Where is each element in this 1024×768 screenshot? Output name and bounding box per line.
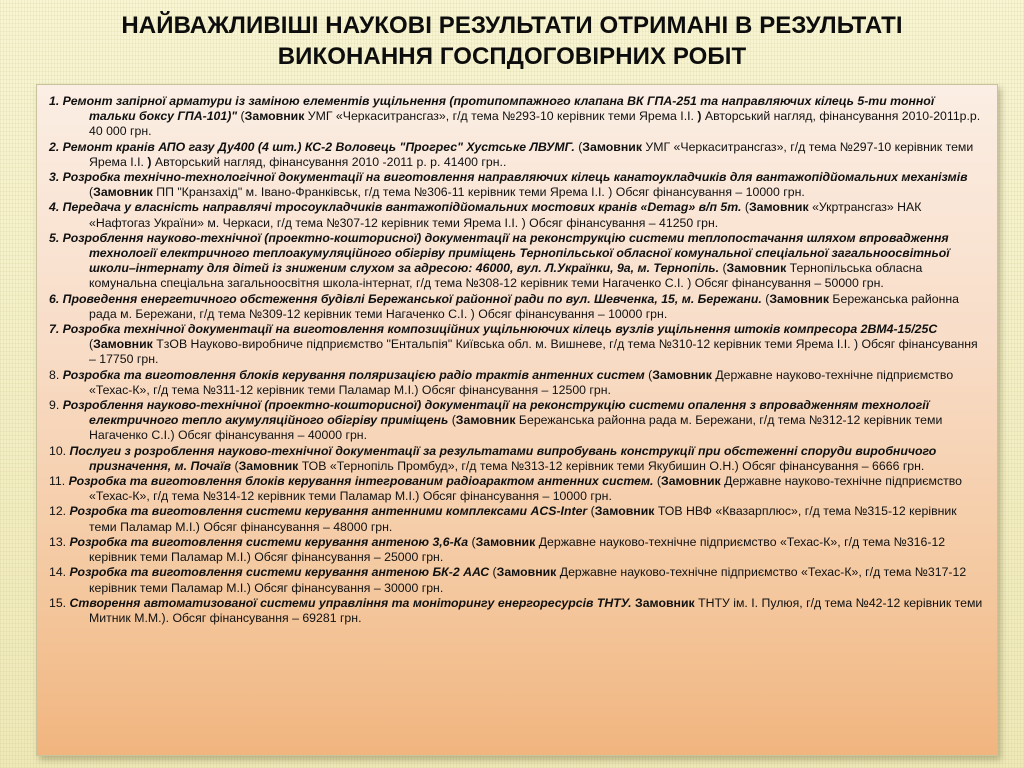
- item-customer-label: Замовник: [93, 185, 153, 200]
- item-topic: 5. Розроблення науково-технічної (проектно-кошторисної) документації на реконструкцію системи теплопостачання шляхом впровадження технології електричного теплоакумуляційного обігріву приміщень Тернопільської обласної комунальної спеціальної загальноосвітньої школи–інтернату для дітей із зниженим слухом за адресою: 46000, вул. Л.Українки, 9а, м. Тернопіль.: [49, 230, 950, 276]
- item-details: Бережанська районна рада м. Бережани, г/д тема №309-12 керівник теми Нагаченко С.І. ) Обсяг фінансування – 10000 грн.: [89, 291, 960, 321]
- item-details: ТОВ «Тернопіль Промбуд», г/д тема №313-12 керівник теми Якубишин О.Н.) Обсяг фінансування – 6666 грн.: [298, 458, 925, 473]
- item-topic: Розробка та виготовлення системи керування антенними комплексами ACS-Inter: [69, 504, 588, 519]
- item-customer-label: Замовник: [238, 458, 299, 473]
- item-paren: (: [489, 565, 497, 580]
- item-details: Державне науково-технічне підприємство «Техас-К», г/д тема №317-12 керівник теми Паламар М.І.) Обсяг фінансування – 30000 грн.: [89, 565, 967, 595]
- item-customer-label: Замовник: [93, 337, 153, 352]
- item-topic: Створення автоматизованої системи управління та моніторингу енергоресурсів ТНТУ.: [69, 595, 632, 610]
- item-customer-label: Замовник: [748, 200, 809, 215]
- list-item: [49, 200, 983, 230]
- item-paren: (: [761, 291, 770, 306]
- item-number: 15.: [49, 595, 70, 610]
- item-customer-label: Замовник: [726, 261, 787, 276]
- page-title: [40, 10, 984, 80]
- item-customer-label: Замовник: [475, 534, 536, 549]
- item-paren: (: [448, 413, 456, 428]
- list-item: [49, 565, 983, 595]
- item-customer-label: Замовник: [652, 367, 712, 382]
- item-topic: Розробка та виготовлення блоків керування поляризацією радіо трактів антенних систем: [62, 367, 645, 382]
- item-topic: Розробка та виготовлення блоків керування інтегрованим радіоарактом антенних систем.: [68, 474, 654, 489]
- results-list: [36, 84, 998, 756]
- item-details: Бережанська районна рада м. Бережани, г/д тема №312-12 керівник теми Нагаченко С.І.) Обсяг фінансування – 40000 грн.: [89, 413, 943, 443]
- item-number: 8.: [49, 367, 63, 382]
- list-item: [49, 231, 983, 292]
- item-customer-label: Замовник: [455, 413, 516, 428]
- item-tail: Авторський нагляд, фінансування 2010-2011р.р. 40 000 грн.: [89, 109, 981, 139]
- item-paren: (: [237, 109, 245, 124]
- item-topic: Розробка та виготовлення системи керування антеною БК-2 ААС: [69, 565, 490, 580]
- item-topic: Послуги з розроблення науково-технічної документації за результатами випробувань конструкції при обстеженні споруди виробничого призначення, м. Почаїв: [69, 443, 937, 473]
- list-item: [49, 504, 983, 534]
- item-details: УМГ «Черкаситрансгаз», г/д тема №293-10 керівник теми Ярема І.І.: [304, 109, 698, 124]
- item-number: 11.: [49, 474, 69, 489]
- item-customer-label: Замовник: [582, 139, 642, 154]
- item-number: 9.: [49, 398, 63, 413]
- list-item: [49, 596, 983, 626]
- list-item: [49, 398, 983, 444]
- item-details: ТНТУ ім. І. Пулюя, г/д тема №42-12 керівник теми Митник М.М.). Обсяг фінансування – 69281 грн.: [89, 595, 983, 625]
- list-item: [49, 368, 983, 398]
- item-tail: Авторський нагляд, фінансування 2010 -2011 р. р. 41400 грн..: [151, 154, 507, 169]
- item-paren: (: [719, 261, 727, 276]
- page-title-line-1: НАЙВАЖЛИВІШІ НАУКОВІ РЕЗУЛЬТАТИ ОТРИМАНІ В РЕЗУЛЬТАТІ: [121, 12, 903, 39]
- item-details: Державне науково-технічне підприємство «Техас-К», г/д тема №311-12 керівник теми Паламар М.І.) Обсяг фінансування – 12500 грн.: [89, 367, 954, 397]
- item-topic: 6. Проведення енергетичного обстеження будівлі Бережанської районної ради по вул. Шевченка, 15, м. Бережани.: [49, 291, 762, 306]
- list-item: [49, 474, 983, 504]
- item-paren: (: [89, 185, 94, 200]
- item-paren: (: [89, 337, 94, 352]
- item-customer-label: Замовник: [769, 291, 830, 306]
- item-number: 10.: [49, 443, 70, 458]
- item-paren: (: [468, 534, 476, 549]
- item-customer-label: Замовник: [661, 474, 721, 489]
- item-paren: (: [644, 367, 653, 382]
- item-paren: (: [574, 139, 583, 154]
- item-customer-label: Замовник: [496, 565, 557, 580]
- page-title-line-2: ВИКОНАННЯ ГОСПДОГОВІРНИХ РОБІТ: [277, 43, 747, 70]
- item-topic: Розробка та виготовлення системи керування антеною 3,6-Ка: [69, 534, 469, 549]
- item-topic: Розроблення науково-технічної (проектно-кошторисної) документації на реконструкцію системи опалення з впровадженням технології електричного тепло акумуляційного обігріву приміщень: [62, 398, 930, 428]
- list-item: [49, 170, 983, 200]
- item-details: «Укртрансгаз» НАК «Нафтогаз України» м. Черкаси, г/д тема №307-12 керівник теми Ярема І.І. ) Обсяг фінансування – 41250 грн.: [89, 200, 922, 230]
- item-paren: (: [587, 504, 595, 519]
- item-paren: (: [741, 200, 749, 215]
- list-item: [49, 535, 983, 565]
- item-details: ТзОВ Науково-виробниче підприємство "Ентальпія" Київська обл. м. Вишневе, г/д тема №310-12 керівник теми Ярема І.І. ) Обсяг фінансування – 17750 грн.: [89, 337, 978, 367]
- item-customer-label: Замовник: [244, 109, 305, 124]
- item-customer-label: Замовник: [594, 504, 655, 519]
- item-details: Державне науково-технічне підприємство «Техас-К», г/д тема №316-12 керівник теми Паламар М.І.) Обсяг фінансування – 25000 грн.: [89, 534, 946, 565]
- item-topic: 7. Розробка технічної документації на виготовлення композиційних ущільнюючих кілець вузлів ущільнення штоків компресора 2ВМ4-15/25С: [49, 322, 938, 337]
- item-paren-close: ): [147, 154, 152, 169]
- item-customer-label: Замовник: [634, 595, 695, 610]
- item-topic: 4. Передача у власність направлячі тросоукладчиків вантажопідйомальних мостових кранів «Demag» в/п 5т.: [49, 200, 742, 215]
- item-paren: (: [653, 474, 661, 489]
- item-topic: 2. Ремонт кранів АПО газу Ду400 (4 шт.) КС-2 Воловець "Прогрес" Хустське ЛВУМГ.: [49, 139, 575, 154]
- item-details: ТОВ НВФ «Квазарплюс», г/д тема №315-12 керівник теми Паламар М.І.) Обсяг фінансування – 48000 грн.: [89, 504, 957, 534]
- list-item: [49, 444, 983, 474]
- list-item: [49, 94, 983, 140]
- item-details: Державне науково-технічне підприємство «Техас-К», г/д тема №314-12 керівник теми Паламар М.І.) Обсяг фінансування – 10000 грн.: [89, 474, 962, 504]
- item-topic: 1. Ремонт запірної арматури із заміною елементів ущільнення (протипомпажного клапана ВК ГПА-251 та направляючих кілець 5-ти тонної тальки боксу ГПА-101)": [49, 94, 935, 124]
- item-paren: (: [231, 458, 239, 473]
- item-number: 14.: [49, 565, 70, 580]
- item-details: Тернопільська обласна комунальна спеціальна загальноосвітня школа-інтернат, г/д тема №308-12 керівник теми Нагаченко С.І. ) Обсяг фінансування – 50000 грн.: [89, 261, 923, 291]
- item-number: 13.: [49, 534, 70, 549]
- list-item: [49, 292, 983, 322]
- item-number: 12.: [49, 504, 70, 519]
- list-item: [49, 140, 983, 170]
- item-paren-close: ): [697, 109, 702, 124]
- item-topic: 3. Розробка технічно-технологічної документації на виготовлення направляючих кілець канатоукладчиків для вантажопідйомальних механізмів: [49, 170, 968, 185]
- list-item: [49, 322, 983, 368]
- item-details: УМГ «Черкаситрансгаз», г/д тема №297-10 керівник теми Ярема І.І.: [89, 139, 974, 169]
- item-details: ПП "Кранзахід" м. Івано-Франківськ, г/д тема №306-11 керівник теми Ярема І.І. ) Обсяг фінансування – 10000 грн.: [152, 185, 805, 200]
